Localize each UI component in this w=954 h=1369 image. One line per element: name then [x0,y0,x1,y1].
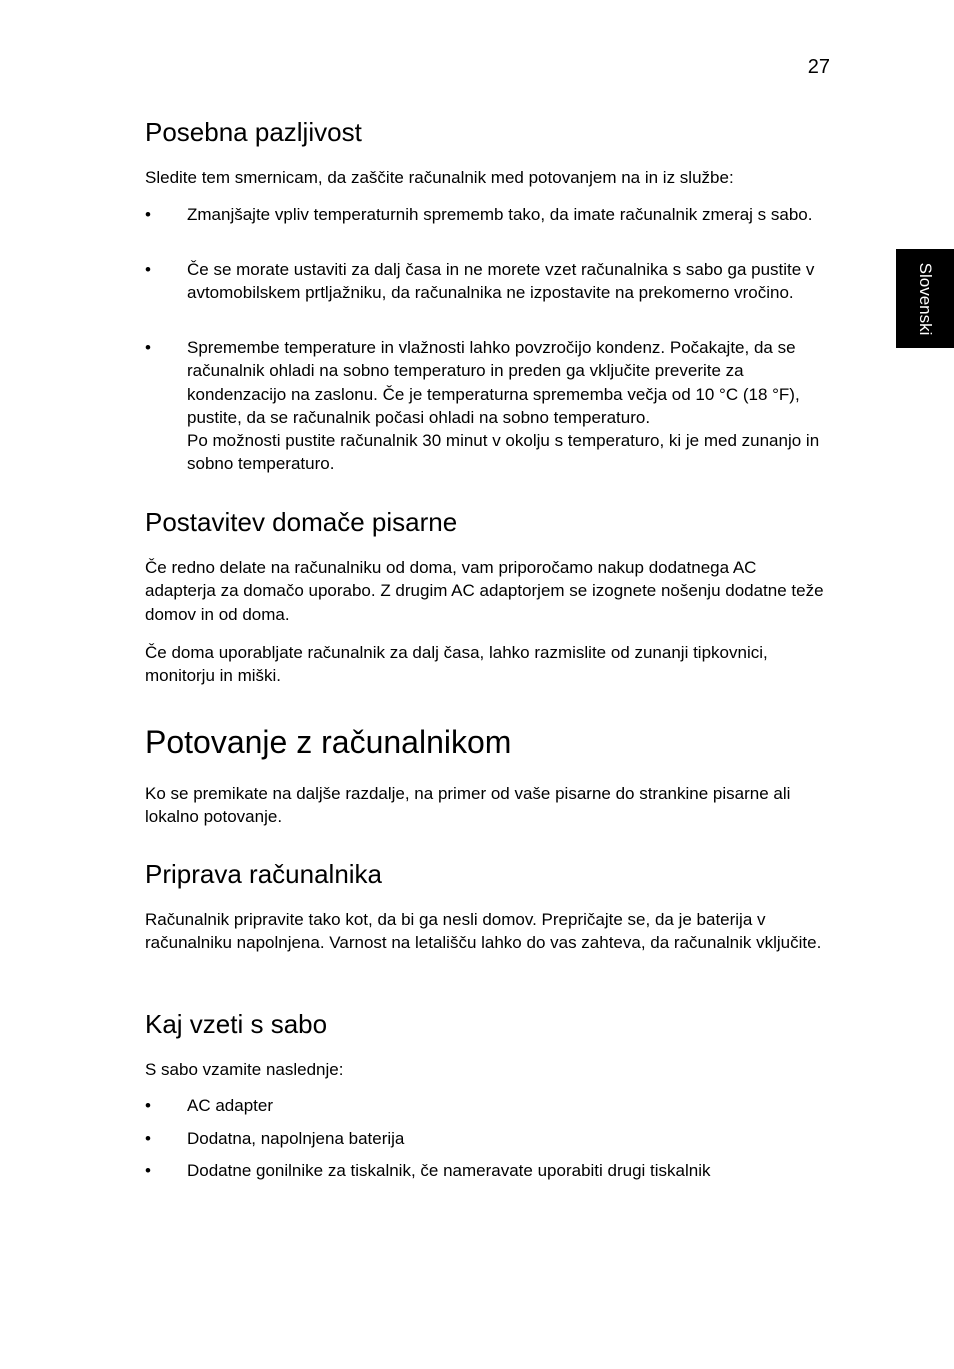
bullet-icon: • [145,1161,151,1180]
list-item-text: Zmanjšajte vpliv temperaturnih sprememb tako, da imate računalnik zmeraj s sabo. [187,205,813,224]
bullet-icon: • [145,338,151,357]
heading-postavitev-domace-pisarne: Postavitev domače pisarne [145,507,458,537]
language-side-tab [896,249,954,348]
side-tab-label: Slovenski [916,262,935,335]
paragraph-pisarna-1: Če redno delate na računalniku od doma, vam priporočamo nakup dodatnega AC adapterja za domačo uporabo. Z drugim AC adaptorjem se izognete nošenju dodatne teže domov in od doma. [145,558,824,624]
bullet-icon: • [145,205,151,224]
heading-posebna-pazljivost: Posebna pazljivost [145,117,362,147]
paragraph-potovanje-intro: Ko se premikate na daljše razdalje, na primer od vaše pisarne do strankine pisarne ali lokalno potovanje. [145,784,791,827]
bullet-icon: • [145,1129,151,1148]
paragraph-kaj-vzeti-intro: S sabo vzamite naslednje: [145,1060,344,1079]
list-item-text: AC adapter [187,1096,273,1115]
bullet-icon: • [145,260,151,279]
list-item-text-main: Spremembe temperature in vlažnosti lahko povzročijo kondenz. Počakajte, da se računalnik ohladi na sobno temperaturo in preden ga vključite preverite za kondenzacijo na zaslonu. Če je temperaturna sprememba večja od 10 °C (18 °F), pustite, da se računalnik počasi ohladi na sobno temperaturo. [187,338,800,427]
heading-kaj-vzeti-s-sabo: Kaj vzeti s sabo [145,1009,328,1039]
list-item-text: Dodatna, napolnjena baterija [187,1129,405,1148]
paragraph-pisarna-2: Če doma uporabljate računalnik za dalj časa, lahko razmislite od zunanji tipkovnici, monitorju in miški. [145,643,768,686]
paragraph-priprava: Računalnik pripravite tako kot, da bi ga nesli domov. Prepričajte se, da je baterija v računalniku napolnjena. Varnost na letališču lahko do vas zahteva, da računalnik vključite. [145,910,822,953]
heading-priprava-racunalnika: Priprava računalnika [145,859,383,889]
list-item-text-extra: Po možnosti pustite računalnik 30 minut v okolju s temperaturo, ki je med zunanjo in sobno temperaturo. [187,431,820,474]
list-item-text: Dodatne gonilnike za tiskalnik, če nameravate uporabiti drugi tiskalnik [187,1161,711,1180]
list-item-text [187,336,830,476]
bullet-icon: • [145,1096,151,1115]
paragraph-posebna-intro: Sledite tem smernicam, da zaščite računalnik med potovanjem na in iz službe: [145,168,734,187]
heading-potovanje-z-racunalnikom: Potovanje z računalnikom [145,724,512,760]
page-number: 27 [807,56,830,78]
list-item-text: Če se morate ustaviti za dalj časa in ne morete vzet računalnika s sabo ga pustite v avtomobilskem prtljažniku, da računalnika ne izpostavite na prekomerno vročino. [187,260,815,303]
